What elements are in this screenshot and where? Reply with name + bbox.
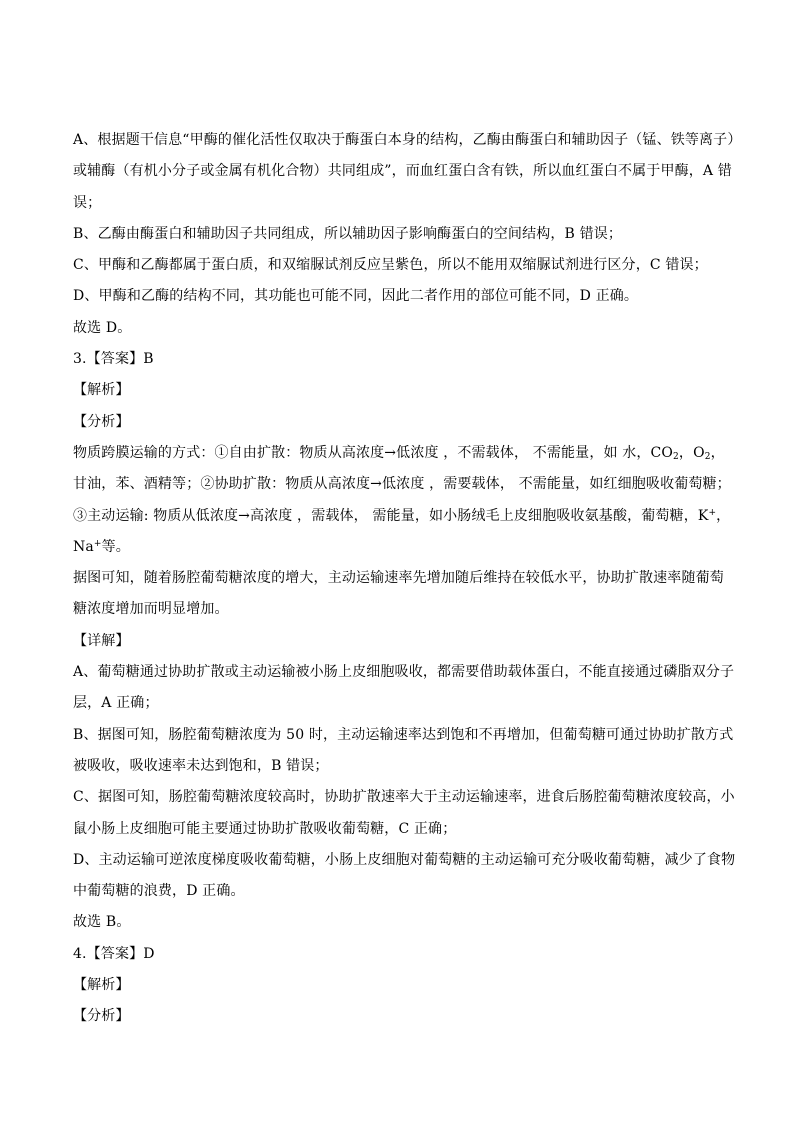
paragraph-line: 中葡萄糖的浪费，D 正确。 (73, 883, 245, 900)
paragraph-line: D、主动运输可逆浓度梯度吸收葡萄糖，小肠上皮细胞对葡萄糖的主动运输可充分吸收葡萄糖，减少了食物 (73, 851, 736, 868)
transport-line (73, 532, 723, 563)
paragraph-line: 层，A 正确； (73, 695, 159, 712)
paragraph-line: 或辅酶（有机小分子或金属有机化合物）共同组成”，而血红蛋白含有铁，所以血红蛋白不属于甲酶，A 错 (73, 163, 732, 180)
document-body (73, 125, 742, 1033)
paragraph-line: C、据图可知，肠腔葡萄糖浓度较高时，协助扩散速率大于主动运输速率，进食后肠腔葡萄糖浓度较高，小 (73, 789, 735, 806)
conclusion-line: 故选 D。 (73, 319, 132, 336)
paragraph-line: 据图可知，随着肠腔葡萄糖浓度的增大，主动运输速率先增加随后维持在较低水平，协助扩散速率随葡萄 (73, 570, 724, 587)
section-heading-analysis: 【解析】 (73, 977, 130, 994)
section-heading-detail: 【详解】 (73, 632, 130, 649)
paragraph-line: 误； (73, 194, 102, 211)
paragraph-line: 鼠小肠上皮细胞可能主要通过协助扩散吸收葡萄糖，C 正确； (73, 820, 457, 837)
subscript: 2 (704, 451, 711, 462)
transport-line (73, 501, 731, 532)
paragraph-line: A、葡萄糖通过协助扩散或主动运输被小肠上皮细胞吸收，都需要借助载体蛋白，不能直接通过磷脂双分子 (73, 664, 735, 681)
transport-text: 物质跨膜运输的方式：①自由扩散：物质从高浓度→低浓度 ，不需载体， 不需能量，如 水，CO (73, 444, 674, 461)
conclusion-line: 故选 B。 (73, 914, 131, 931)
subscript: 2 (673, 451, 679, 462)
superscript: + (708, 507, 717, 518)
transport-line: 甘油，苯、酒精等；②协助扩散：物质从高浓度→低浓度 ，需要载体， 不需能量，如红细胞吸收葡萄糖； (73, 476, 731, 493)
section-heading-breakdown: 【分析】 (73, 413, 130, 430)
paragraph-line: 被吸收，吸收速率未达到饱和，B 错误； (73, 757, 329, 774)
paragraph-line: A、根据题干信息“甲酶的催化活性仅取决于酶蛋白本身的结构，乙酶由酶蛋白和辅助因子（锰、铁等离子） (73, 132, 742, 148)
paragraph-line: 糖浓度增加而明显增加。 (73, 601, 229, 618)
transport-text: ， (716, 507, 731, 524)
section-heading-breakdown: 【分析】 (73, 1008, 130, 1025)
transport-text: ③主动运输: 物质从低浓度→高浓度 ，需载体， 需能量，如小肠绒毛上皮细胞吸收氨基酸，葡萄糖，K (73, 507, 709, 524)
transport-text: ， (710, 444, 725, 461)
section-heading-analysis: 【解析】 (73, 382, 130, 399)
transport-text: 等。 (101, 538, 130, 555)
superscript: + (93, 538, 102, 549)
answer-heading: 3.【答案】B (73, 351, 154, 368)
paragraph-line: D、甲酶和乙酶的结构不同，其功能也可能不同，因此二者作用的部位可能不同，D 正确。 (73, 288, 639, 305)
transport-line (73, 438, 723, 469)
transport-text: ，O (678, 444, 705, 461)
transport-text: Na (73, 538, 94, 555)
paragraph-line: B、乙酶由酶蛋白和辅助因子共同组成，所以辅助因子影响酶蛋白的空间结构，B 错误； (73, 225, 623, 242)
paragraph-line: C、甲酶和乙酶都属于蛋白质，和双缩脲试剂反应呈紫色，所以不能用双缩脲试剂进行区分，C 错误； (73, 257, 708, 274)
paragraph-line: B、据图可知，肠腔葡萄糖浓度为 50 时，主动运输速率达到饱和不再增加，但葡萄糖可通过协助扩散方式 (73, 726, 734, 743)
answer-heading: 4.【答案】D (73, 945, 155, 962)
